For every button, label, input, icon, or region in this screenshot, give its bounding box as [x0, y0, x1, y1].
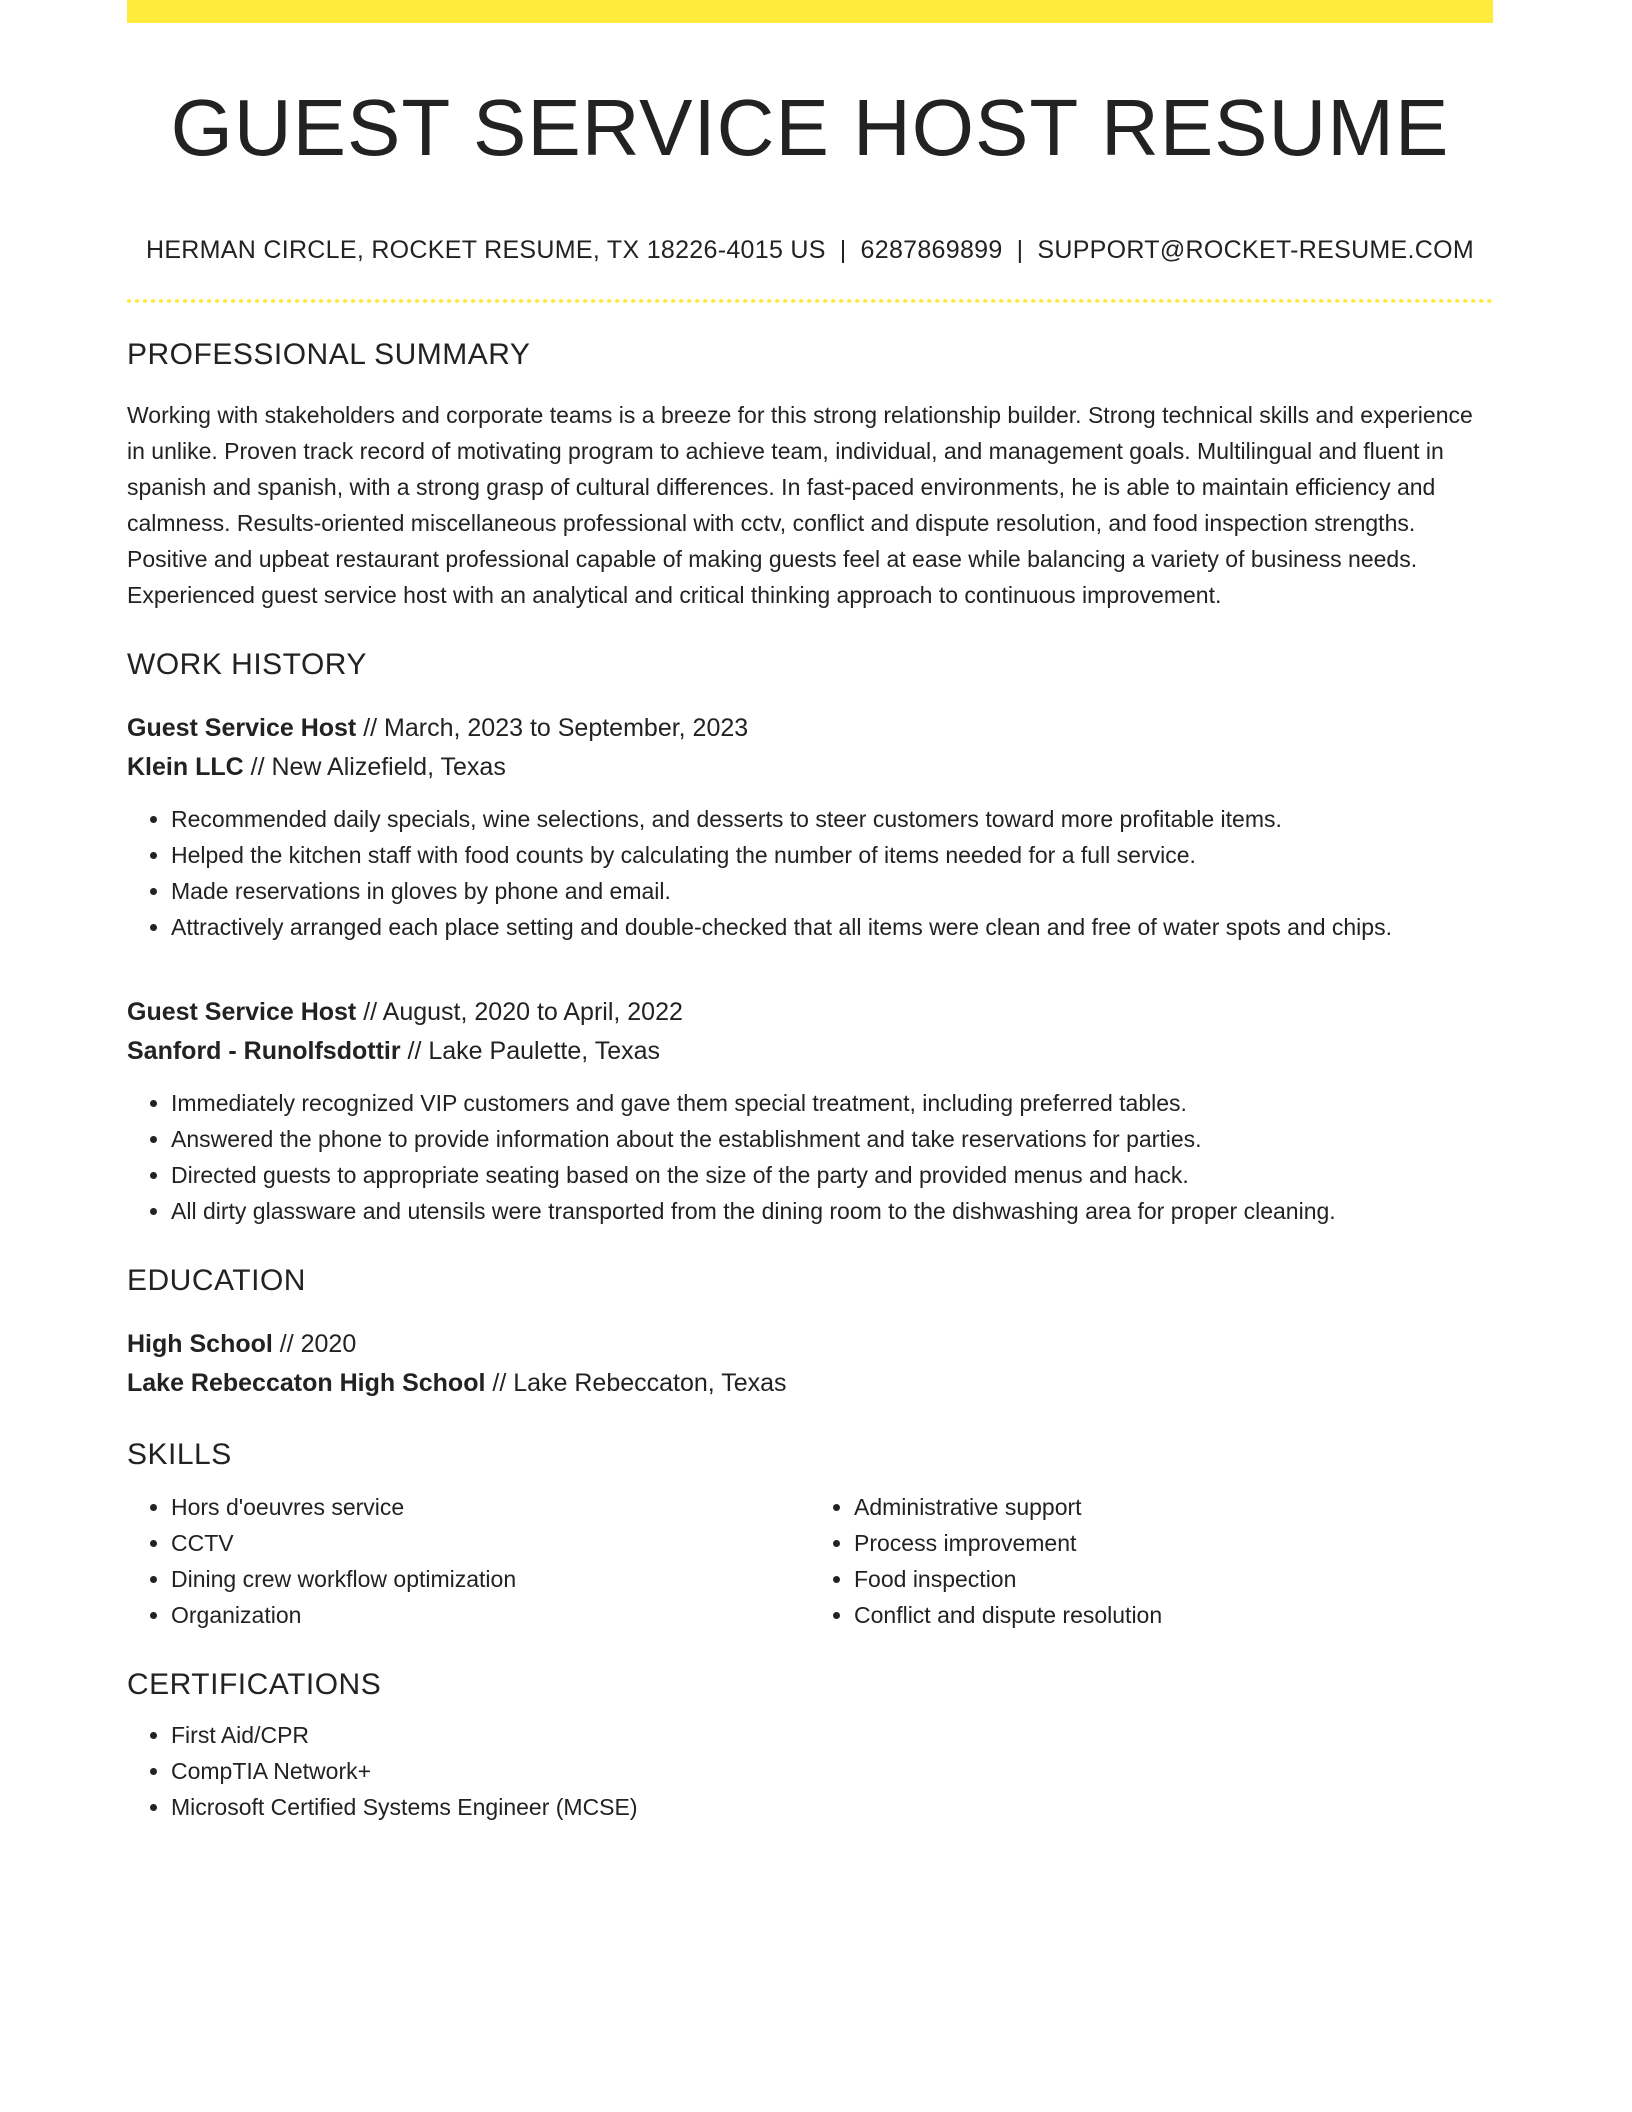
summary-heading: PROFESSIONAL SUMMARY — [127, 338, 531, 371]
certification-item: • CompTIA Network+ — [171, 1753, 1493, 1789]
skills-section — [127, 1437, 1493, 1633]
certifications-section — [127, 1667, 1493, 1825]
summary-section — [127, 337, 1493, 613]
skills-heading: SKILLS — [127, 1438, 232, 1471]
job-duty: • Recommended daily specials, wine selections, and desserts to steer customers toward more profitable items. — [171, 801, 1493, 837]
skills-right-column — [810, 1489, 1493, 1633]
job-company-line — [127, 1032, 1493, 1071]
job-entry — [127, 709, 1493, 945]
skill-item: • CCTV — [171, 1525, 810, 1561]
contact-phone: 6287869899 — [860, 236, 1003, 264]
job-duty: • All dirty glassware and utensils were transported from the dining room to the dishwashing area for proper cleaning. — [171, 1193, 1493, 1229]
education-year: // 2020 — [272, 1330, 357, 1358]
skills-columns — [127, 1489, 1493, 1633]
contact-separator: | — [1016, 236, 1024, 264]
header-divider — [127, 299, 1493, 303]
skill-item: • Dining crew workflow optimization — [171, 1561, 810, 1597]
education-degree: High School — [127, 1330, 273, 1358]
contact-address: HERMAN CIRCLE, ROCKET RESUME, TX 18226-4015 US — [145, 236, 826, 264]
contact-line — [127, 236, 1493, 265]
resume-page — [127, 0, 1493, 1825]
job-dates: // March, 2023 to September, 2023 — [356, 714, 749, 742]
job-company: Klein LLC — [127, 753, 244, 781]
job-duty: • Attractively arranged each place setting and double-checked that all items were clean and free of water spots and chips. — [171, 909, 1493, 945]
job-location: // New Alizefield, Texas — [243, 753, 506, 781]
contact-separator: | — [839, 236, 847, 264]
education-degree-line — [127, 1325, 1493, 1364]
education-school-line — [127, 1364, 1493, 1403]
job-role: Guest Service Host — [127, 714, 357, 742]
education-location: // Lake Rebeccaton, Texas — [485, 1369, 787, 1397]
work-history-section — [127, 647, 1493, 1229]
certification-item: • Microsoft Certified Systems Engineer (MCSE) — [171, 1789, 1493, 1825]
job-dates: // August, 2020 to April, 2022 — [356, 998, 683, 1026]
job-duties — [127, 801, 1493, 945]
job-location: // Lake Paulette, Texas — [400, 1037, 661, 1065]
job-role: Guest Service Host — [127, 998, 357, 1026]
job-title-line — [127, 993, 1493, 1032]
job-duty: • Answered the phone to provide information about the establishment and take reservations for parties. — [171, 1121, 1493, 1157]
summary-text: Working with stakeholders and corporate teams is a breeze for this strong relationship builder. Strong technical skills and experience in unlike. Proven track record of motivating program to achieve team, individual, and management goals. Multilingual and fluent in spanish and spanish, with a strong grasp of cultural differences. In fast-paced environments, he is able to maintain efficiency and calmness. Results-oriented miscellaneous professional with cctv, conflict and dispute resolution, and food inspection strengths. Positive and upbeat restaurant professional capable of making guests feel at ease while balancing a variety of business needs. Experienced guest service host with an analytical and critical thinking approach to continuous improvement. — [127, 402, 1473, 608]
skill-item: • Food inspection — [854, 1561, 1493, 1597]
job-company-line — [127, 748, 1493, 787]
job-entry — [127, 993, 1493, 1229]
job-duty: • Made reservations in gloves by phone and email. — [171, 873, 1493, 909]
certifications-heading: CERTIFICATIONS — [127, 1668, 382, 1701]
certification-item: • First Aid/CPR — [171, 1717, 1493, 1753]
skill-item: • Conflict and dispute resolution — [854, 1597, 1493, 1633]
accent-bar — [127, 0, 1493, 23]
job-duty: • Immediately recognized VIP customers and gave them special treatment, including preferred tables. — [171, 1085, 1493, 1121]
education-section — [127, 1263, 1493, 1403]
job-duty: • Helped the kitchen staff with food counts by calculating the number of items needed for a full service. — [171, 837, 1493, 873]
skill-item: • Process improvement — [854, 1525, 1493, 1561]
resume-title: GUEST SERVICE HOST RESUME — [170, 83, 1450, 172]
job-duties — [127, 1085, 1493, 1229]
job-company: Sanford - Runolfsdottir — [127, 1037, 401, 1065]
skills-left-column — [127, 1489, 810, 1633]
skill-item: • Administrative support — [854, 1489, 1493, 1525]
work-history-heading: WORK HISTORY — [127, 648, 367, 681]
education-school: Lake Rebeccaton High School — [127, 1369, 486, 1397]
job-title-line — [127, 709, 1493, 748]
job-duty: • Directed guests to appropriate seating based on the size of the party and provided menus and hack. — [171, 1157, 1493, 1193]
education-heading: EDUCATION — [127, 1264, 306, 1297]
contact-email: SUPPORT@ROCKET-RESUME.COM — [1037, 236, 1475, 264]
education-entry — [127, 1325, 1493, 1403]
skill-item: • Hors d'oeuvres service — [171, 1489, 810, 1525]
skill-item: • Organization — [171, 1597, 810, 1633]
certifications-list — [127, 1717, 1493, 1825]
